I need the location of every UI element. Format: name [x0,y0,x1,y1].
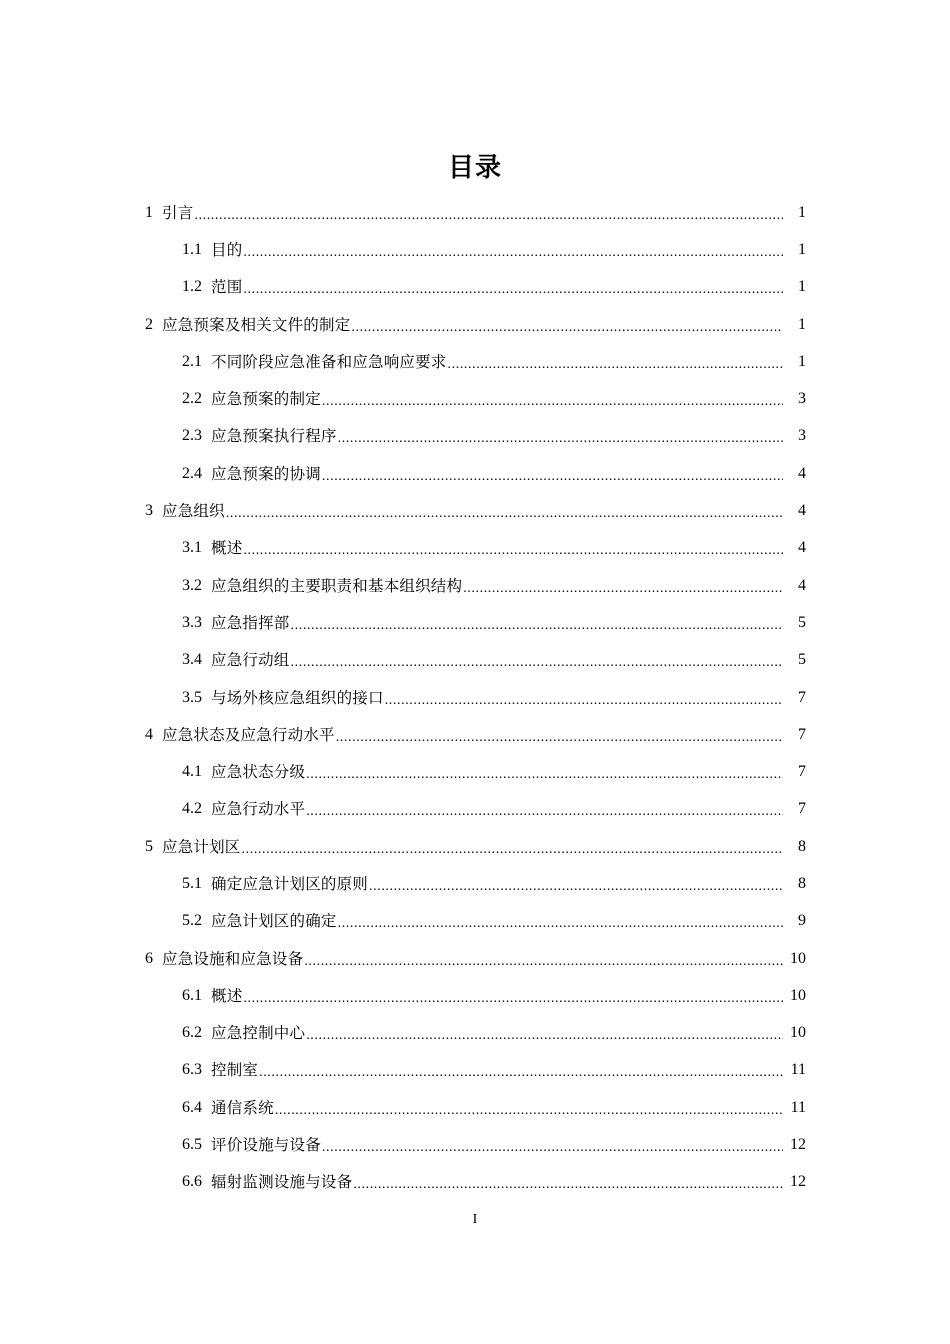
toc-dot-leader [194,205,783,225]
toc-dot-leader [243,242,783,262]
toc-entry-label: 评价设施与设备 [211,1136,321,1155]
toc-dot-leader [275,1100,783,1120]
toc-entry[interactable] [0,418,950,455]
toc-entry-label: 范围 [211,278,243,297]
toc-entry-number: 1 [145,203,153,221]
toc-entry-page: 5 [798,651,806,669]
toc-entry[interactable] [0,828,950,865]
toc-entry-number: 5.2 [182,912,202,930]
toc-dot-leader [322,466,783,486]
toc-entry[interactable] [0,530,950,567]
toc-dot-leader [448,354,783,374]
table-of-contents [0,194,950,1201]
toc-entry-label: 应急预案及相关文件的制定 [162,315,351,334]
toc-entry-page: 7 [798,800,806,818]
toc-entry[interactable] [0,791,950,828]
toc-entry-page: 11 [790,1098,806,1116]
page-title: 目录 [447,153,502,184]
toc-entry[interactable] [0,753,950,790]
toc-entry-page: 4 [798,576,806,594]
toc-entry-label: 应急组织 [162,502,225,521]
toc-entry-page: 1 [798,203,806,221]
toc-dot-leader [322,391,783,411]
toc-entry-page: 11 [790,1061,806,1079]
toc-entry-number: 2.3 [182,427,202,445]
toc-dot-leader [385,690,783,710]
toc-entry[interactable] [0,1126,950,1163]
toc-entry-label: 确定应急计划区的原则 [211,874,369,893]
toc-entry[interactable] [0,865,950,902]
toc-entry-number: 6.1 [182,986,202,1004]
toc-entry[interactable] [0,1164,950,1201]
toc-entry-label: 应急设施和应急设备 [162,949,304,968]
toc-entry-number: 6.3 [182,1061,202,1079]
toc-entry-page: 10 [790,1024,806,1042]
toc-entry-page: 10 [790,986,806,1004]
toc-dot-leader [369,876,783,896]
toc-entry[interactable] [0,1015,950,1052]
toc-entry-label: 应急行动组 [211,651,290,670]
toc-entry-number: 3.3 [182,613,202,631]
toc-dot-leader [243,988,783,1008]
toc-entry-label: 应急指挥部 [211,613,290,632]
toc-entry[interactable] [0,716,950,753]
toc-entry-label: 引言 [162,203,194,222]
toc-entry-number: 4.2 [182,800,202,818]
toc-entry-number: 3.5 [182,688,202,706]
toc-dot-leader [259,1062,783,1082]
toc-entry[interactable] [0,940,950,977]
toc-entry-page: 10 [790,949,806,967]
toc-dot-leader [291,615,783,635]
toc-entry-number: 4 [145,725,153,743]
toc-dot-leader [243,279,783,299]
toc-entry[interactable] [0,306,950,343]
toc-entry-label: 应急控制中心 [211,1024,306,1043]
toc-entry-page: 12 [790,1136,806,1154]
toc-entry[interactable] [0,231,950,268]
toc-dot-leader [336,727,783,747]
toc-entry[interactable] [0,455,950,492]
toc-entry-label: 应急状态分级 [211,763,306,782]
toc-entry-page: 4 [798,539,806,557]
toc-entry-number: 6.5 [182,1136,202,1154]
toc-entry-number: 2.4 [182,464,202,482]
toc-entry[interactable] [0,343,950,380]
toc-entry[interactable] [0,1089,950,1126]
toc-entry-label: 控制室 [211,1061,259,1080]
toc-entry[interactable] [0,903,950,940]
toc-entry[interactable] [0,604,950,641]
toc-entry-page: 8 [798,874,806,892]
toc-entry-number: 5.1 [182,874,202,892]
toc-dot-leader [306,764,783,784]
toc-dot-leader [243,540,783,560]
page-number: I [472,1212,478,1227]
toc-entry-label: 应急行动水平 [211,800,306,819]
toc-entry[interactable] [0,679,950,716]
toc-entry-number: 6 [145,949,153,967]
toc-entry-label: 与场外核应急组织的接口 [211,688,384,707]
toc-entry-number: 2.1 [182,352,202,370]
toc-entry-page: 1 [798,352,806,370]
toc-dot-leader [463,578,783,598]
toc-entry[interactable] [0,380,950,417]
toc-entry-page: 3 [798,427,806,445]
toc-entry[interactable] [0,977,950,1014]
toc-dot-leader [353,1174,783,1194]
toc-dot-leader [306,1025,783,1045]
toc-entry-number: 1.1 [182,240,202,258]
toc-entry-number: 3 [145,502,153,520]
toc-entry-number: 5 [145,837,153,855]
toc-entry-page: 7 [798,763,806,781]
toc-entry[interactable] [0,642,950,679]
toc-dot-leader [304,951,783,971]
toc-dot-leader [351,317,783,337]
toc-entry-label: 应急组织的主要职责和基本组织结构 [211,576,463,595]
toc-entry-page: 9 [798,912,806,930]
toc-entry-number: 6.2 [182,1024,202,1042]
toc-entry-page: 4 [798,464,806,482]
toc-entry-label: 概述 [211,539,243,558]
toc-entry-label: 应急计划区 [162,837,241,856]
toc-entry-page: 4 [798,502,806,520]
toc-entry-page: 5 [798,613,806,631]
toc-entry-label: 应急预案的制定 [211,390,321,409]
toc-entry-number: 6.4 [182,1098,202,1116]
toc-entry-number: 1.2 [182,278,202,296]
toc-entry-label: 应急预案执行程序 [211,427,337,446]
toc-dot-leader [242,839,783,859]
toc-entry-number: 2 [145,315,153,333]
toc-entry-label: 目的 [211,240,243,259]
toc-entry[interactable] [0,1052,950,1089]
toc-entry-label: 应急计划区的确定 [211,912,337,931]
toc-entry-number: 2.2 [182,390,202,408]
toc-entry[interactable] [0,567,950,604]
toc-entry-page: 7 [798,688,806,706]
toc-entry-label: 应急状态及应急行动水平 [162,725,335,744]
toc-dot-leader [338,428,783,448]
toc-entry-label: 通信系统 [211,1098,274,1117]
toc-dot-leader [306,801,783,821]
toc-entry-page: 8 [798,837,806,855]
toc-entry-page: 1 [798,240,806,258]
toc-entry-number: 3.1 [182,539,202,557]
toc-entry-number: 3.2 [182,576,202,594]
toc-entry-page: 1 [798,315,806,333]
toc-entry-page: 7 [798,725,806,743]
toc-dot-leader [291,652,783,672]
toc-dot-leader [226,503,783,523]
toc-entry[interactable] [0,492,950,529]
toc-entry-label: 概述 [211,986,243,1005]
toc-entry-label: 应急预案的协调 [211,464,321,483]
toc-entry-page: 3 [798,390,806,408]
toc-dot-leader [338,913,783,933]
toc-entry-number: 4.1 [182,763,202,781]
toc-entry-page: 1 [798,278,806,296]
toc-entry-label: 辐射监测设施与设备 [211,1173,353,1192]
toc-dot-leader [322,1137,783,1157]
toc-entry[interactable] [0,194,950,231]
toc-entry-number: 3.4 [182,651,202,669]
toc-entry-label: 不同阶段应急准备和应急响应要求 [211,352,447,371]
toc-entry-page: 12 [790,1173,806,1191]
toc-entry-number: 6.6 [182,1173,202,1191]
toc-entry[interactable] [0,269,950,306]
